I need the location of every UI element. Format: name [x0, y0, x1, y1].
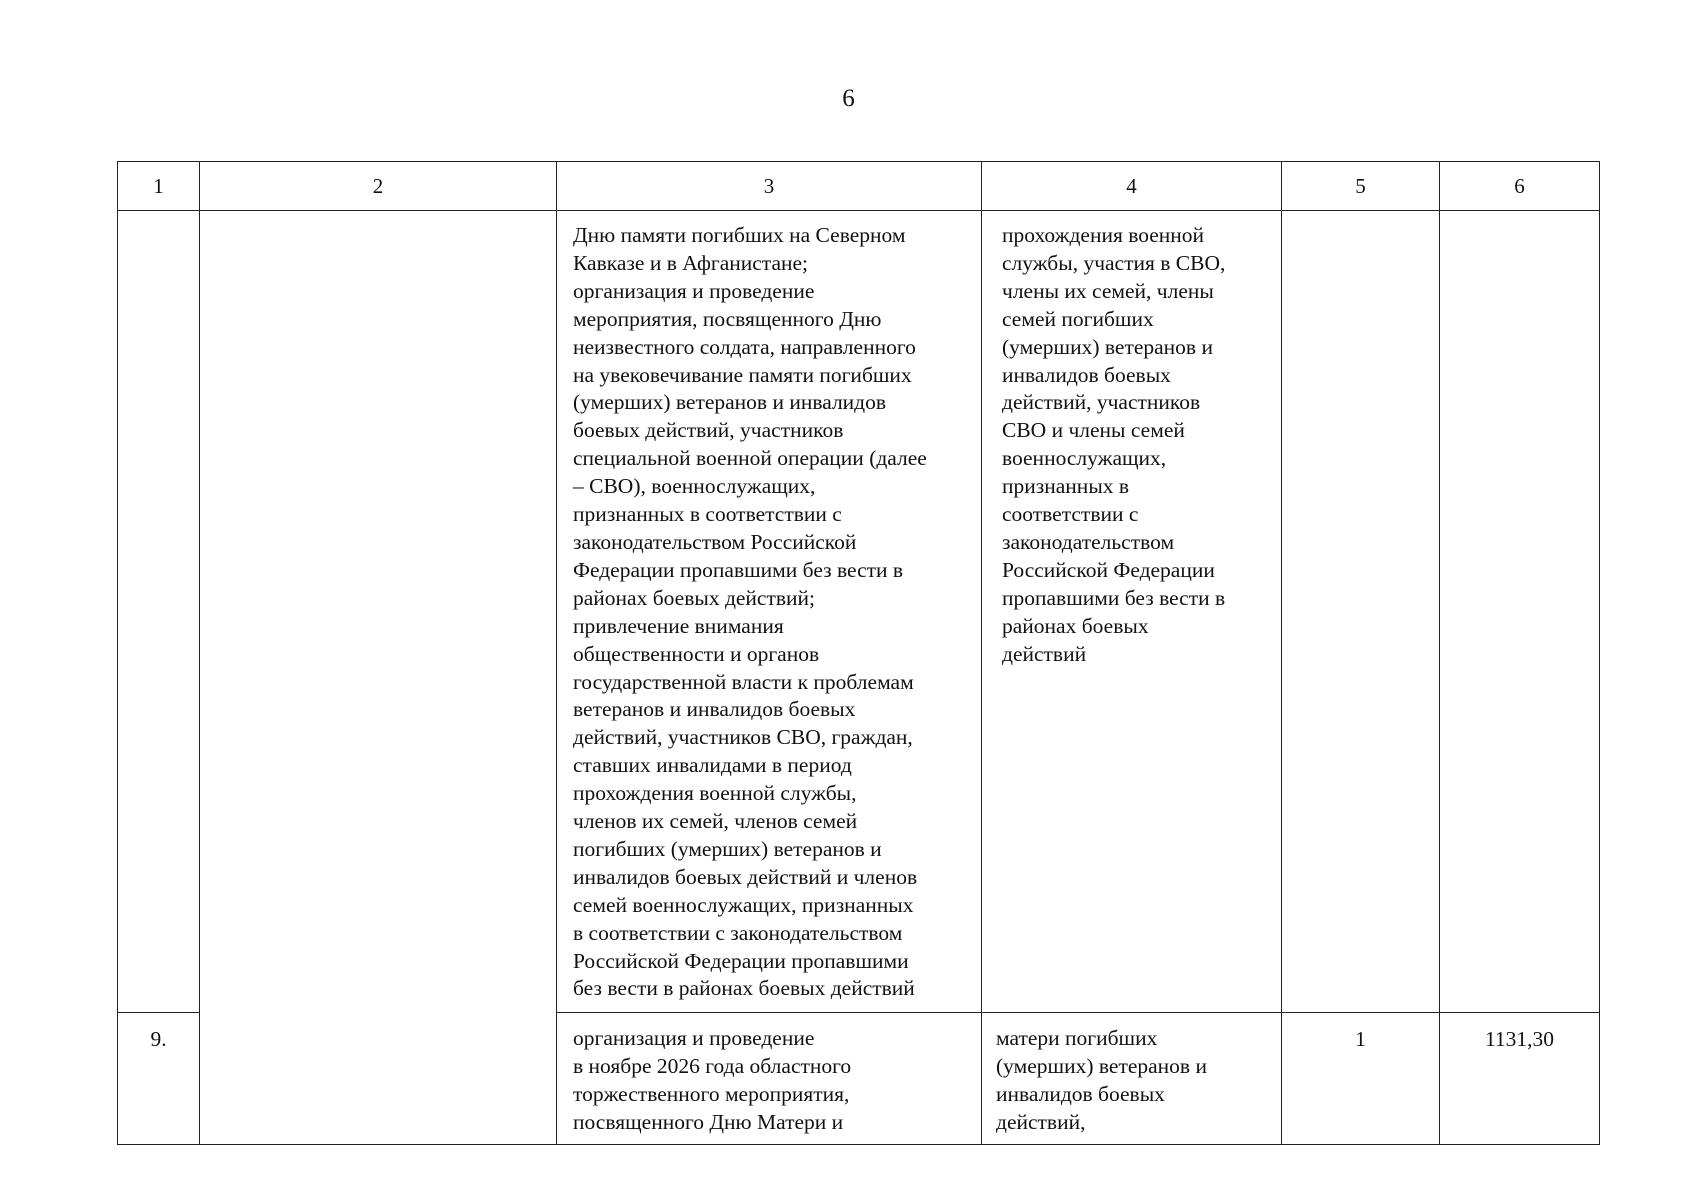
table-row-continued [118, 211, 1600, 1013]
event-content-text: Дню памяти погибших на Северном Кавказе и в Афганистане; организация и проведение мероприятия, посвященного Дню неизвестного солдата, направленного на увековечивание памяти погибших (умерших) ветеранов и инвалидов боевых действий, участников специальной военной операции (далее – СВО), военнослужащих, признанных в соответствии с законодательством Российской Федерации пропавшими без вести в районах боевых действий; привлечение внимания общественности и органов государственной власти к проблемам ветеранов и инвалидов боевых действий, участников СВО, граждан, ставших инвалидами в период прохождения военной службы, членов их семей, членов семей погибших (умерших) ветеранов и инвалидов боевых действий и членов семей военнослужащих, признанных в соответствии с законодательством Российской Федерации пропавшими без вести в районах боевых действий [573, 223, 927, 1001]
cell-participants [982, 1013, 1282, 1145]
cell-amount [1440, 211, 1600, 1013]
quantity-value: 1 [1355, 1027, 1366, 1051]
cell-quantity [1282, 1013, 1440, 1145]
cell-number [118, 211, 200, 1013]
header-col-2: 2 [200, 162, 557, 211]
cell-number [118, 1013, 200, 1145]
header-col-1: 1 [118, 162, 200, 211]
cell-amount [1440, 1013, 1600, 1145]
cell-event-content [557, 211, 982, 1013]
cell-event-name [200, 211, 557, 1145]
row-number: 9. [150, 1027, 167, 1051]
page-number: 6 [842, 85, 855, 112]
cell-participants [982, 211, 1282, 1013]
header-col-6: 6 [1440, 162, 1600, 211]
cell-event-content [557, 1013, 982, 1145]
header-col-3: 3 [557, 162, 982, 211]
table-header-row [118, 162, 1600, 211]
header-col-5: 5 [1282, 162, 1440, 211]
document-table [117, 161, 1600, 1145]
amount-value: 1131,30 [1484, 1027, 1555, 1051]
participants-text: прохождения военной службы, участия в СВО, члены их семей, члены семей погибших (умерших) ветеранов и инвалидов боевых действий, участников СВО и члены семей военнослужащих, признанных в соответствии с законодательством Российской Федерации пропавшими без вести в районах боевых действий [1002, 223, 1226, 666]
header-col-4: 4 [982, 162, 1282, 211]
event-content-text: организация и проведение в ноябре 2026 года областного торжественного мероприятия, посвященного Дню Матери и [573, 1026, 852, 1134]
participants-text: матери погибших (умерших) ветеранов и инвалидов боевых действий, [996, 1026, 1207, 1134]
cell-quantity [1282, 211, 1440, 1013]
